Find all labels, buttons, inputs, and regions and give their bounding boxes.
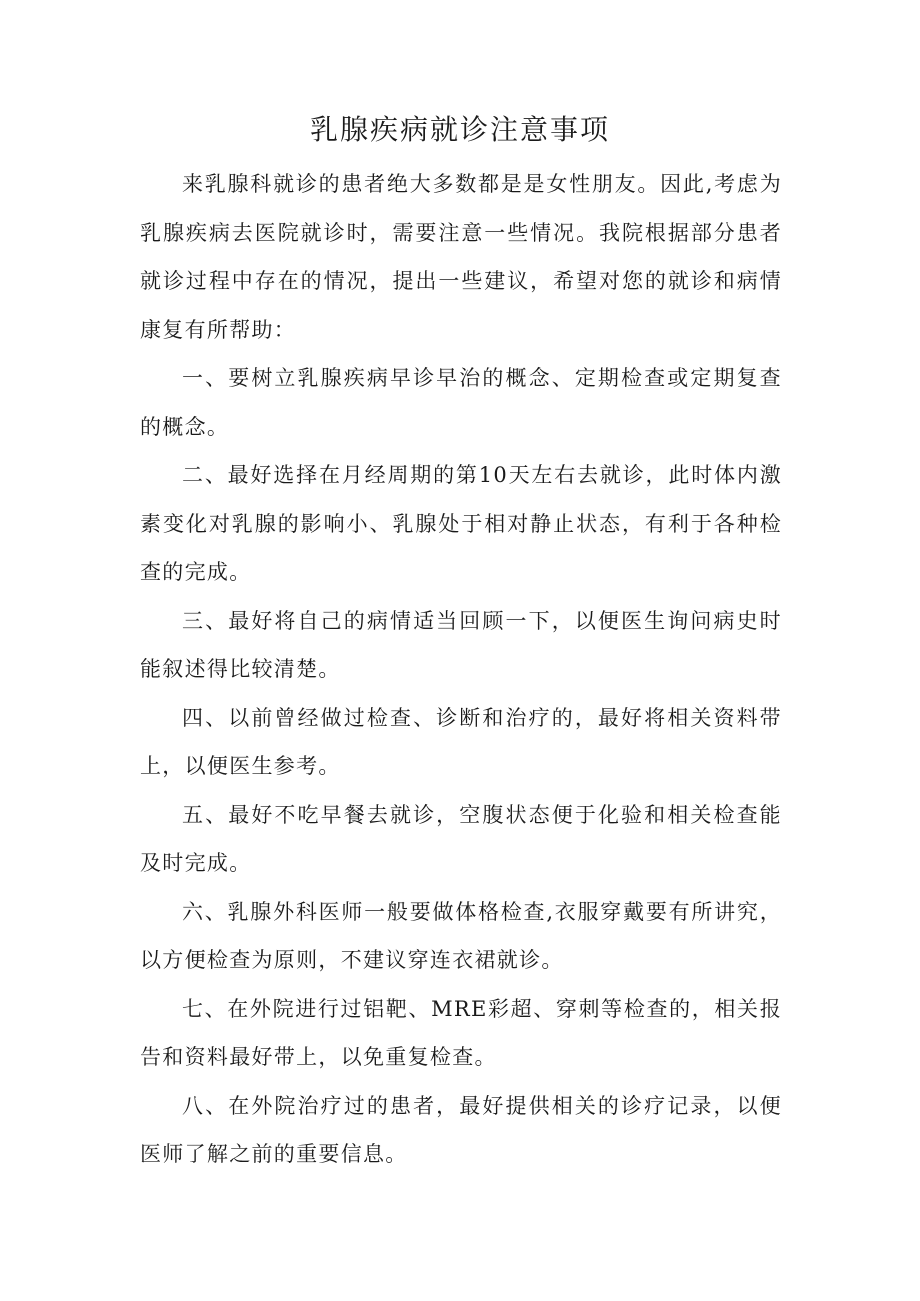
paragraph-item-3: 三、最好将自己的病情适当回顾一下，以便医生询问病史时能叙述得比较清楚。 xyxy=(140,608,782,681)
paragraph-intro: 来乳腺科就诊的患者绝大多数都是是女性朋友。因此,考虑为乳腺疾病去医院就诊时，需要注意一些情况。我院根据部分患者就诊过程中存在的情况，提出一些建议，希望对您的就诊和病情康复有所帮助： xyxy=(140,172,782,342)
document-title: 乳腺疾病就诊注意事项 xyxy=(309,113,610,146)
paragraph-item-4: 四、以前曾经做过检查、诊断和治疗的，最好将相关资料带上，以便医生参考。 xyxy=(140,705,782,778)
paragraph-item-2: 二、最好选择在月经周期的第10天左右去就诊，此时体内激素变化对乳腺的影响小、乳腺处于相对静止状态，有利于各种检查的完成。 xyxy=(140,463,782,584)
paragraph-item-5: 五、最好不吃早餐去就诊，空腹状态便于化验和相关检查能及时完成。 xyxy=(140,802,782,875)
paragraph-item-6: 六、乳腺外科医师一般要做体格检查,衣服穿戴要有所讲究，以方便检查为原则，不建议穿连衣裙就诊。 xyxy=(140,899,782,972)
document-body xyxy=(140,160,782,1179)
paragraph-item-8: 八、在外院治疗过的患者，最好提供相关的诊疗记录，以便医师了解之前的重要信息。 xyxy=(140,1093,782,1166)
paragraph-item-7: 七、在外院进行过铝靶、MRE彩超、穿刺等检查的，相关报告和资料最好带上，以免重复检查。 xyxy=(140,996,782,1069)
paragraph-item-1: 一、要树立乳腺疾病早诊早治的概念、定期检查或定期复查的概念。 xyxy=(140,366,782,439)
